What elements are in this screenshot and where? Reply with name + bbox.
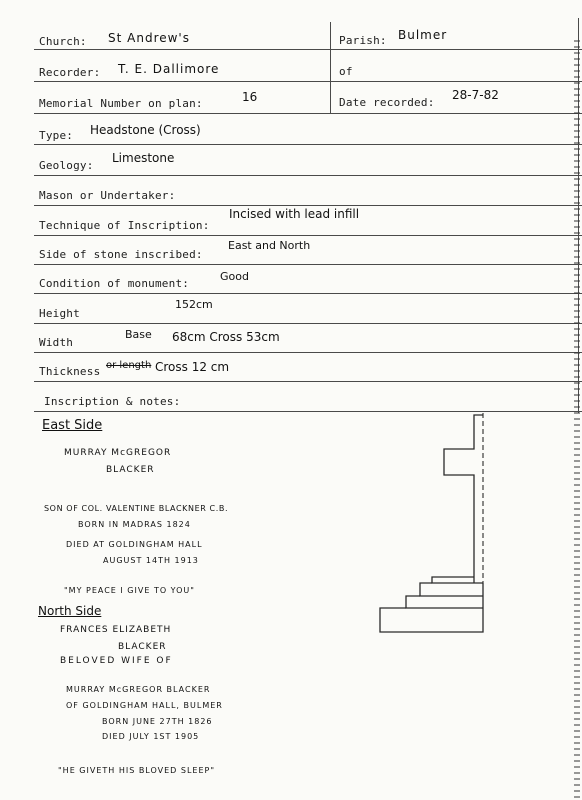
width-value: 68cm Cross 53cm [172, 330, 280, 344]
condition-value: Good [220, 270, 249, 283]
recorder-value: T. E. Dallimore [118, 62, 220, 76]
north-line-2: BLACKER [118, 642, 167, 652]
of-label: of [339, 65, 353, 78]
width-label: Width [39, 336, 74, 349]
church-value: St Andrew's [108, 31, 190, 45]
mason-label: Mason or Undertaker: [39, 189, 176, 202]
thickness-value: Cross 12 cm [155, 360, 230, 374]
rule-church [34, 49, 582, 50]
east-side-heading: East Side [42, 418, 103, 433]
east-line-3: SON OF COL. VALENTINE BLACKNER C.B. [44, 504, 229, 513]
church-label: Church: [39, 35, 87, 48]
rule-side [34, 264, 582, 265]
parish-value: Bulmer [398, 28, 448, 42]
east-line-2: BLACKER [106, 465, 155, 475]
rule-condition [34, 293, 582, 294]
rule-type [34, 144, 582, 145]
punch-edge [574, 40, 580, 800]
width-base-label: Base [125, 328, 152, 341]
side-value: East and North [228, 239, 311, 252]
rule-technique [34, 235, 582, 236]
east-line-7: "MY PEACE I GIVE TO YOU" [64, 586, 195, 595]
geology-label: Geology: [39, 159, 94, 172]
rule-geology [34, 175, 582, 176]
north-line-3: BELOVED WIFE OF [60, 656, 173, 666]
height-label: Height [39, 307, 80, 320]
north-line-4: MURRAY McGREGOR BLACKER [66, 685, 211, 694]
thickness-label: Thickness [39, 365, 101, 378]
date-label: Date recorded: [339, 96, 435, 109]
monument-sketch [370, 405, 500, 640]
east-line-6: AUGUST 14TH 1913 [103, 556, 199, 565]
east-line-4: BORN IN MADRAS 1824 [78, 520, 191, 529]
rule-thickness [34, 381, 582, 382]
side-label: Side of stone inscribed: [39, 248, 203, 261]
north-line-6: BORN JUNE 27TH 1826 [102, 717, 213, 726]
technique-value: Incised with lead infill [229, 207, 360, 221]
inscription-label: Inscription & notes: [44, 395, 181, 408]
parish-label: Parish: [339, 34, 387, 47]
north-line-8: "HE GIVETH HIS BLOVED SLEEP" [58, 766, 216, 775]
north-line-1: FRANCES ELIZABETH [60, 625, 172, 635]
memorial-label: Memorial Number on plan: [39, 97, 203, 110]
north-line-5: OF GOLDINGHAM HALL, BULMER [66, 701, 223, 710]
thickness-struck-text: or length [106, 360, 152, 371]
rule-height [34, 323, 582, 324]
rule-width [34, 352, 582, 353]
memorial-number-value: 16 [242, 90, 258, 104]
technique-label: Technique of Inscription: [39, 219, 210, 232]
height-value: 152cm [175, 298, 213, 311]
rule-mason [34, 205, 582, 206]
north-line-7: DIED JULY 1ST 1905 [102, 732, 200, 741]
type-label: Type: [39, 129, 74, 142]
recorder-label: Recorder: [39, 66, 101, 79]
east-line-1: MURRAY McGREGOR [64, 448, 172, 458]
type-value: Headstone (Cross) [90, 123, 201, 137]
rule-recorder [34, 81, 582, 82]
date-recorded-value: 28-7-82 [452, 88, 499, 102]
condition-label: Condition of monument: [39, 277, 190, 290]
column-divider [330, 22, 331, 113]
north-side-heading: North Side [38, 604, 102, 618]
rule-memorial [34, 113, 582, 114]
east-line-5: DIED AT GOLDINGHAM HALL [66, 540, 203, 549]
geology-value: Limestone [112, 151, 175, 165]
